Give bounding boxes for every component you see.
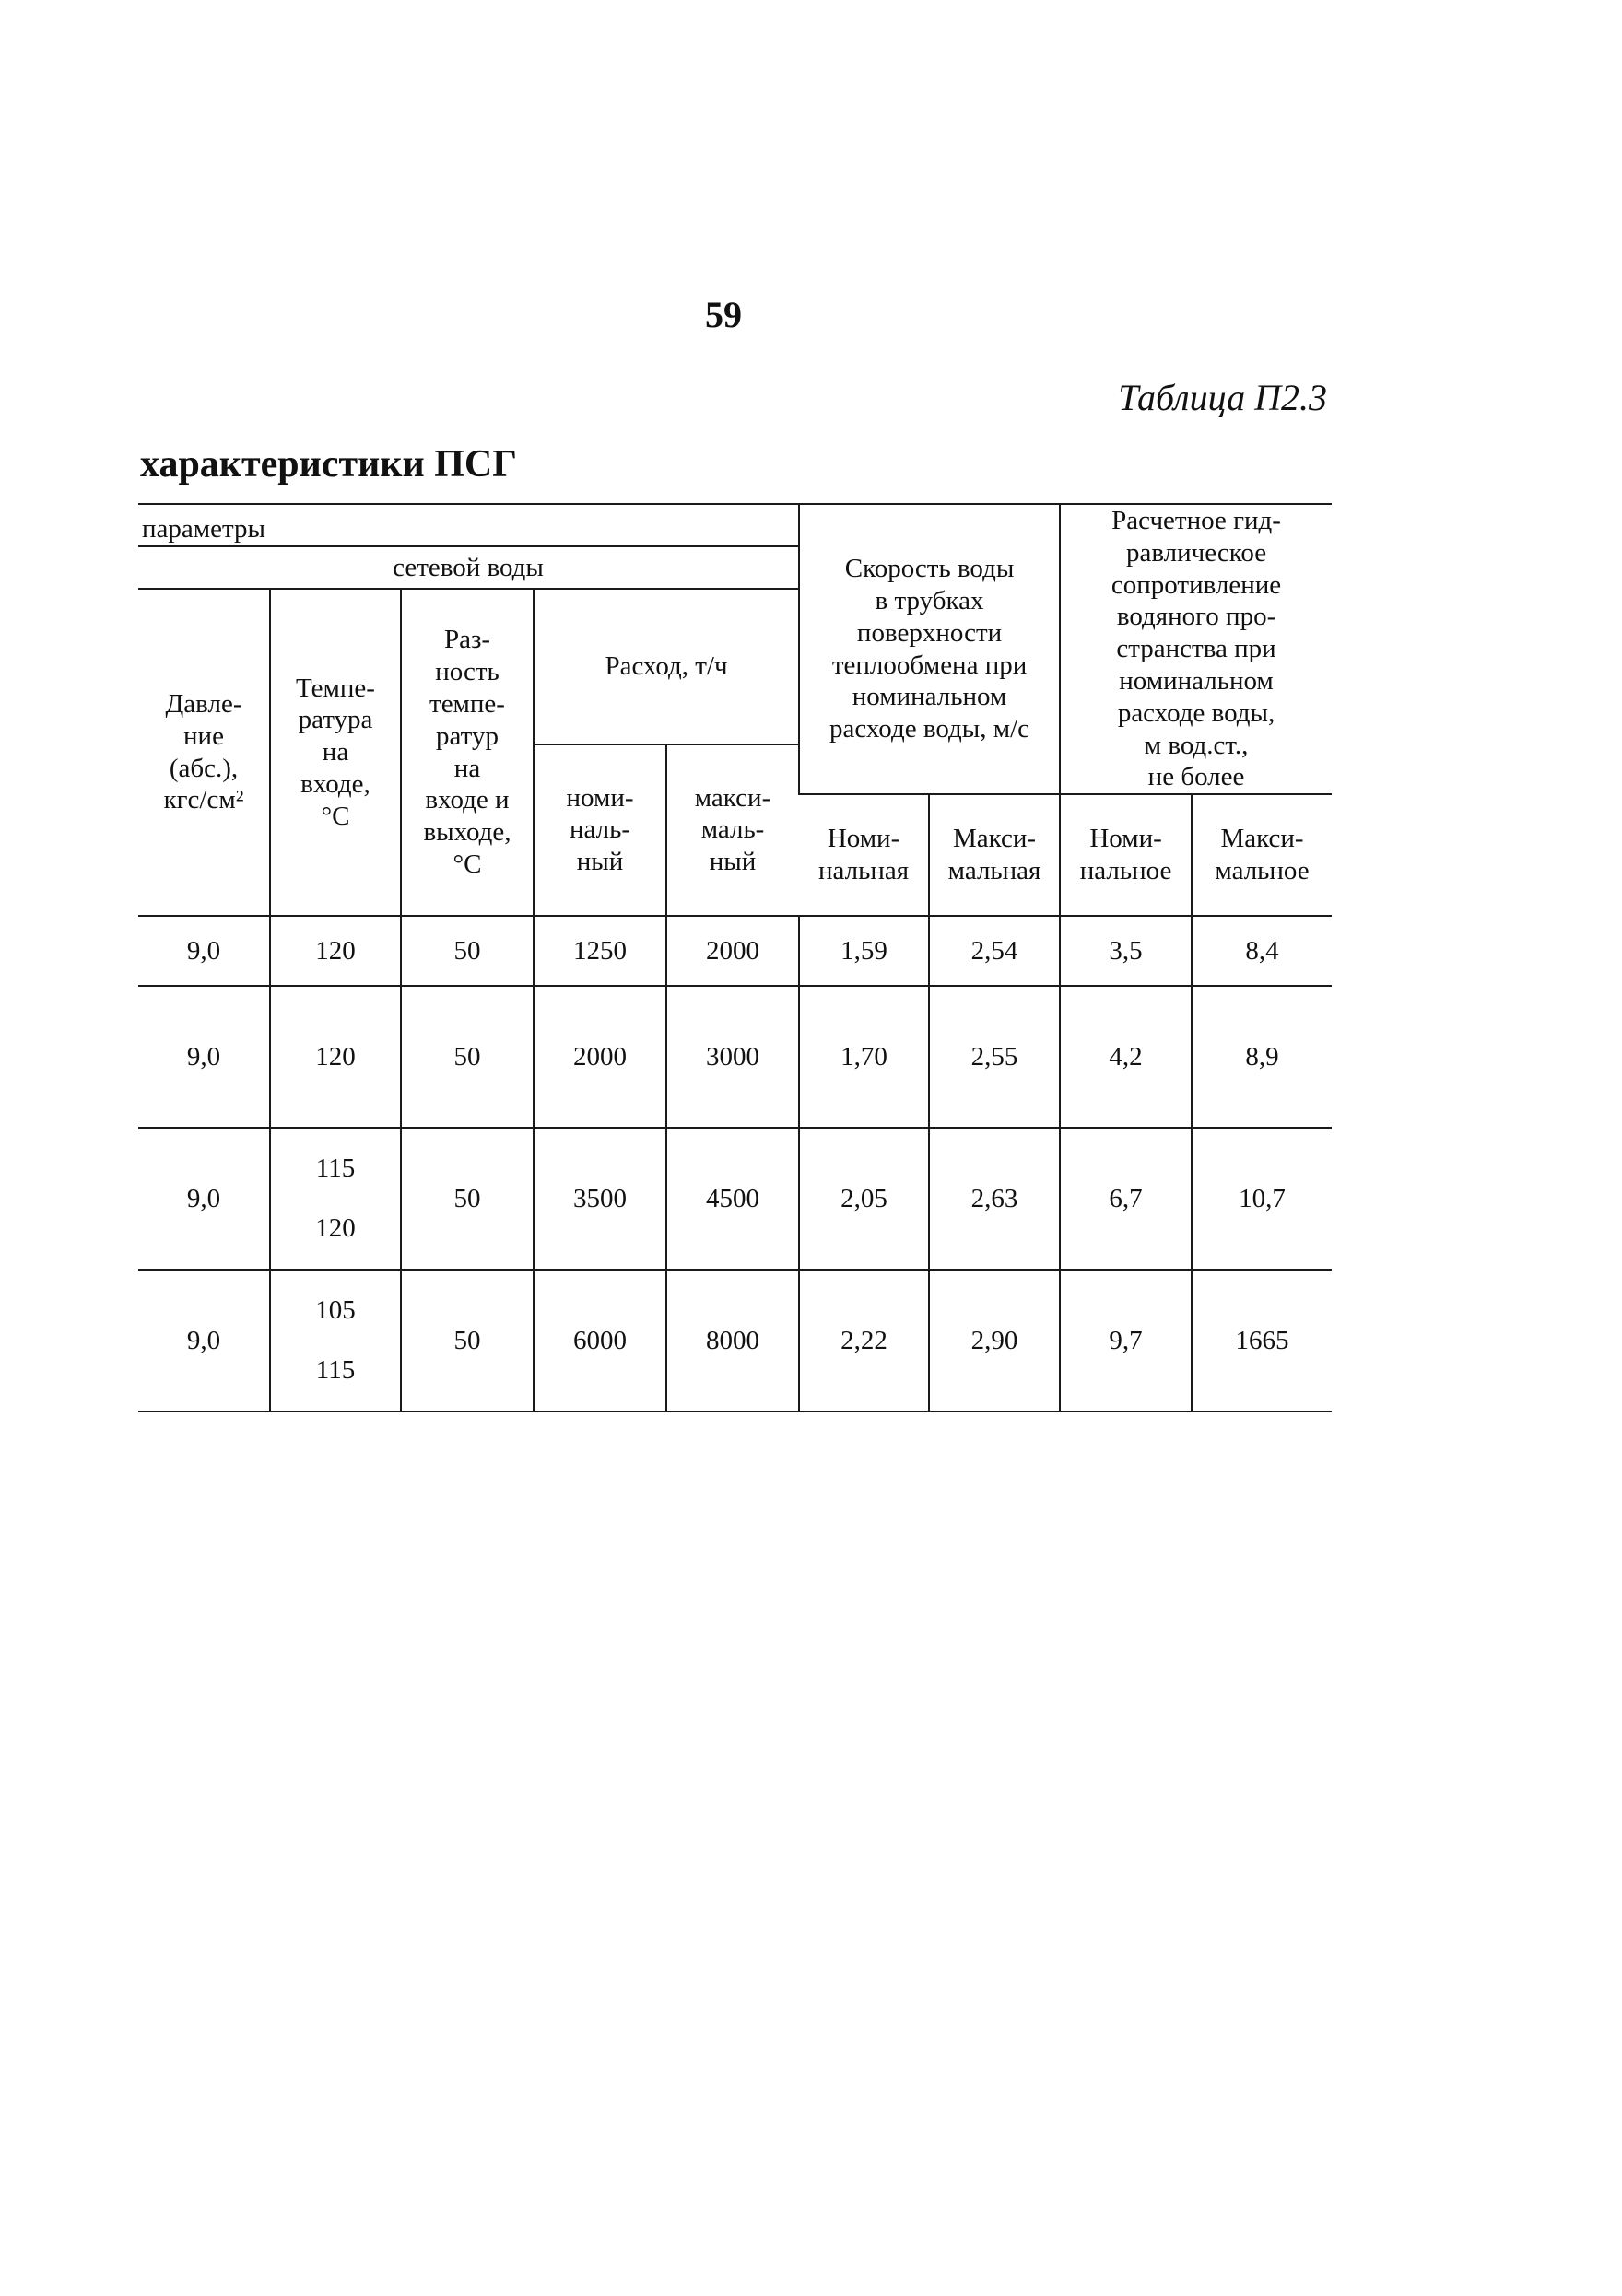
cell-flow-nom: 1250 [534,916,666,986]
cell-flow-max: 3000 [666,986,799,1128]
header-pressure: Давле- ние (абс.), кгс/см² [138,589,270,916]
cell-vel-nom: 2,22 [799,1270,929,1412]
header-flow-nominal: номи- наль- ный [534,744,666,917]
header-velocity-max: Макси- мальная [929,794,1060,916]
cell-res-nom: 6,7 [1060,1128,1192,1270]
cell-flow-max: 2000 [666,916,799,986]
cell-flow-nom: 6000 [534,1270,666,1412]
table-label: Таблица П2.3 [1118,377,1327,418]
cell-temp-diff: 50 [401,986,534,1128]
cell-vel-max: 2,55 [929,986,1060,1128]
cell-temp-in-value: 120 [315,1041,356,1072]
cell-flow-max: 8000 [666,1270,799,1412]
cell-flow-max: 4500 [666,1128,799,1270]
cell-temp-in [270,986,401,1128]
cell-res-nom: 4,2 [1060,986,1192,1128]
cell-temp-in-value: 105 [315,1295,356,1326]
header-resistance-max: Макси- мальное [1192,794,1332,916]
header-resistance: Расчетное гид- равлическое сопротивление водяного про- странства при номинальном расходе воды, м вод.ст., не более [1060,504,1332,794]
cell-res-nom: 3,5 [1060,916,1192,986]
table-row [138,986,1332,1128]
cell-vel-max: 2,90 [929,1270,1060,1412]
header-flow: Расход, т/ч [534,589,799,744]
cell-vel-nom: 1,70 [799,986,929,1128]
cell-vel-max: 2,63 [929,1128,1060,1270]
cell-pressure: 9,0 [138,986,270,1128]
page-number: 59 [705,294,742,335]
psg-characteristics-table [138,503,1332,1412]
cell-temp-in [270,1128,401,1270]
cell-pressure: 9,0 [138,1270,270,1412]
table-container [138,503,1332,1412]
cell-temp-in-value: 115 [315,1154,356,1184]
table-row [138,1270,1332,1412]
cell-res-max: 8,4 [1192,916,1332,986]
header-flow-max: макси- маль- ный [666,744,799,917]
cell-flow-nom: 2000 [534,986,666,1128]
cell-temp-in [270,916,401,986]
cell-res-nom: 9,7 [1060,1270,1192,1412]
cell-temp-in [270,1270,401,1412]
cell-vel-nom: 1,59 [799,916,929,986]
table-row [138,916,1332,986]
header-velocity: Скорость воды в трубках поверхности теплообмена при номинальном расходе воды, м/с [799,504,1060,794]
header-resistance-nominal: Номи- нальное [1060,794,1192,916]
cell-temp-in-value: 120 [315,935,356,966]
cell-res-max: 1665 [1192,1270,1332,1412]
cell-flow-nom: 3500 [534,1128,666,1270]
header-params: параметры [138,504,799,546]
table-title: характеристики ПСГ [140,443,517,486]
header-inlet-temp: Темпе- ратура на входе, °С [270,589,401,916]
cell-temp-in-value: 120 [315,1213,356,1244]
cell-res-max: 10,7 [1192,1128,1332,1270]
cell-pressure: 9,0 [138,916,270,986]
cell-res-max: 8,9 [1192,986,1332,1128]
cell-pressure: 9,0 [138,1128,270,1270]
header-temp-diff: Раз- ность темпе- ратур на входе и выходе, °С [401,589,534,916]
cell-temp-diff: 50 [401,1128,534,1270]
cell-temp-diff: 50 [401,1270,534,1412]
cell-vel-nom: 2,05 [799,1128,929,1270]
header-velocity-nominal: Номи- нальная [799,794,929,916]
table-body [138,916,1332,1412]
cell-temp-in-value: 115 [315,1355,356,1386]
header-network-water: сетевой воды [138,546,799,589]
table-row [138,1128,1332,1270]
cell-vel-max: 2,54 [929,916,1060,986]
cell-temp-diff: 50 [401,916,534,986]
